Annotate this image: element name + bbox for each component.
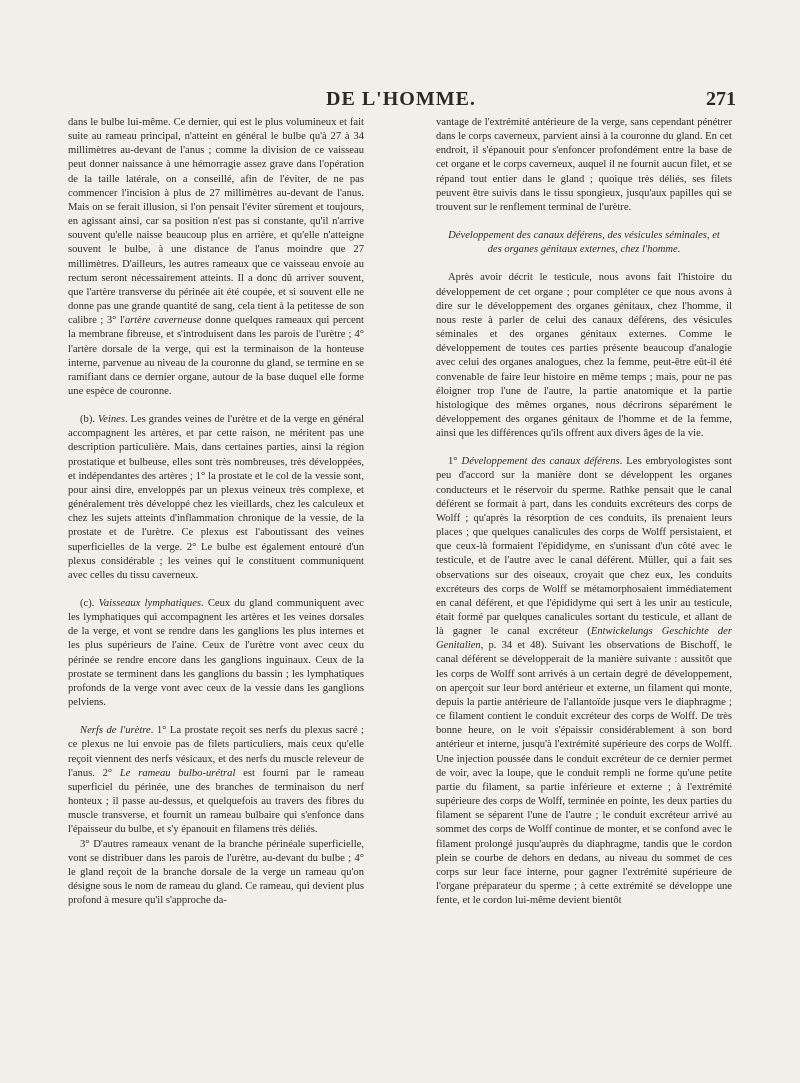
paragraph-arteries-end xyxy=(68,116,364,399)
running-head xyxy=(66,84,736,114)
text-run: donne quelques rameaux qui percent la membrane fibreuse, et s'introduisent dans les parois de l'urètre ; 4° l'artère dorsale de la verge, qui est la terminaison de la honteuse interne, parvenue au niveau de la couronne du gland, se termine en se ramifiant dans ce dernier organe, autour de la base duquel elle forme une espèce de couronne. xyxy=(68,315,365,397)
italic-term: artère caverneuse xyxy=(124,315,202,327)
text-run: 1° xyxy=(448,456,462,468)
italic-term: Le rameau bulbo-urétral xyxy=(119,767,236,779)
left-column xyxy=(68,116,364,908)
text-run: (c). xyxy=(80,598,99,609)
right-column xyxy=(436,116,732,908)
page-title: DE L'HOMME. xyxy=(326,88,476,110)
italic-term: Vaisseaux lymphatiques xyxy=(98,598,202,609)
paragraph-nerfs-cont: 3° D'autres rameaux venant de la branche périnéale superficielle, vont se distribuer dans les parois de l'urètre, au-devant du bulbe ; 4° le gland reçoit de la branche dorsale de la verge un rameau qu'on désigne sous le nom de rameau du gland. Ce rameau, qui devient plus profond à mesure qu'il s'approche da- xyxy=(68,838,364,907)
text-run: . 1° La prostate reçoit ses nerfs du plexus sacré ; ce plexus ne lui envoie pas de filets particuliers, mais ceux qu'elle reçoit viennent des nerfs vésicaux, et des nerfs du muscle releveur de l'anus. 2° xyxy=(68,725,364,779)
paragraph-canaux-deferens xyxy=(436,455,732,908)
italic-term: Veines xyxy=(97,414,125,426)
text-run: dans le bulbe lui-même. Ce dernier, qui est le plus volumineux et fait suite au rameau principal, n'atteint en général le bulbe qu'à 27 à 34 millimètres au-devant de l'anus ; comme la division de ce vaisseau peut donner naissance à une hémorragie assez grave dans l'opération de la taille latérale, on a conseillé, afin de l'éviter, de ne pas commencer l'incision à plus de 27 millimètres au-devant de l'anus. Mais on se ferait illusion, si l'on pensait l'éviter sûrement et toujours, en agissant ainsi, car sa position n'est pas si constante, qu'il n'arrive souvent qu'elle naisse beaucoup plus en arrière, et qu'elle n'atteigne souvent le bulbe, à une distance de l'anus moindre que 27 millimètres. D'ailleurs, les autres rameaux que ce vaisseau envoie au rectum seront nécessairement atteints. Il a donc dû arriver souvent, que l'artère transverse du périnée ait été coupée, et si souvent elle ne donne pas une grande quantité de sang, cela tient à la petitesse de son calibre ; 3° l' xyxy=(68,117,364,327)
text-run: (b). xyxy=(80,414,98,426)
paragraph-gland-end: vantage de l'extrémité antérieure de la verge, sans cependant pénétrer dans le corps caverneux, parvient ainsi à la couronne du gland. En cet endroit, il s'épanouit pour s'enfoncer profondément entre la base de cet organe et le corps caverneux, auquel il ne fournit aucun filet, et se répand tout entier dans le gland ; quoique très déliés, ses filets peuvent être suivis dans le tissu spongieux, jusqu'aux papilles qui se trouvent sur le renflement terminal de l'urètre. xyxy=(436,117,732,213)
italic-term: Développement des canaux déférens xyxy=(461,456,620,468)
text-run: , p. 34 et 48). Suivant les observations de Bischoff, le canal déférent se développerait de la manière suivante : aussitôt que les corps de Wolff sont arrivés à un certain degré de développement, on aperçoit sur leur bord antérieur et externe, un filament qui monte, depuis la partie antérieure de l'allantoïde jusque vers le diaphragme ; ce filament contient le conduit excréteur des corps de Wolff. De très bonne heure, on le voit s'épaissir considérablement à son bord antérieur et interne, jusqu'à l'extrémité supérieure des corps de Wolff. Une injection poussée dans le conduit excréteur de ce dernier permet de voir, avec la loupe, que le conduit rempli ne forme qu'une petite partie du filament, sa partie inférieure et externe ; à l'extrémité supérieure des corps de Wolff, terminée en pointe, les deux parties du filament se séparent l'une de l'autre ; le conduit excréteur arrivé au sommet des corps de Wolff continue de monter, et se confond avec le filament prolongé jusqu'auprès du diaphragme, tandis que le cordon plein se courbe de dehors en dedans, au niveau du sommet de ces corps sur leur face interne, pour gagner l'extrémité supérieure de l'organe préparateur du sperme ; à cette extrémité se développe une fente, et le cordon lui-même devient bientôt xyxy=(436,640,732,907)
paragraph-nerfs xyxy=(68,724,364,837)
section-heading: Développement des canaux déférens, des vésicules séminales, et des organes génitaux externes, chez l'homme. xyxy=(448,230,720,256)
text-run: est fourni par le rameau superficiel du périnée, une des branches de terminaison du nerf honteux ; il passe au-dessus, et quelquefois au travers des fibres du muscle transverse, et fournit un rameau bulbaire qui s'enfonce dans l'épaisseur du bulbe, et s'y épanouit en filamens très déliés. xyxy=(68,767,365,836)
page-number: 271 xyxy=(706,88,736,110)
paragraph-lymphatiques xyxy=(68,597,364,710)
italic-term: Nerfs de l'urètre xyxy=(80,725,151,737)
text-run: . Les grandes veines de l'urètre et de la verge en général accompagnent les artères, et par cette raison, ne méritent pas une description particulière. Mais, dans certaines parties, ainsi la région prostatique et bulbeuse, elles sont très nombreuses, très développées, et indépendantes des artères ; 1° la prostate et le col de la vessie sont, pour ainsi dire, enveloppés par un plexus veineux très complexe, et généralement très développé chez les vieillards, chez les calculeux et chez les sujets atteints d'inflammation chronique de la vessie, de la prostate et de l'urètre. Ce plexus est l'aboutissant des veines superficielles de la verge. 2° Le bulbe est également entouré d'un plexus considérable ; les veines qui le constituent communiquent avec celles du tissu caverneux. xyxy=(68,414,364,581)
text-run: . Ceux du gland communiquent avec les lymphatiques qui accompagnent les artères et les veines dorsales de la verge, et vont se rendre dans les ganglions les plus internes et les plus supérieurs de l'aine. Ceux de l'urètre vont avec ceux du périnée se rendre encore dans les ganglions inguinaux. Ceux de la prostate se terminent dans les ganglions du bassin ; les lymphatiques profonds de la verge vont avec ceux de la vessie dans les ganglions pelviens. xyxy=(68,598,365,709)
paragraph-intro: Après avoir décrit le testicule, nous avons fait l'histoire du développement de cet organe ; pour compléter ce que nous avons à dire sur le développement des organes génitaux, chez l'homme, il nous reste à parler de celui des canaux déférens, des vésicules séminales et des organes génitaux externes. Comme le développement de toutes ces parties présente beaucoup d'analogie avec celui des organes analogues, chez la femme, peut-être eût-il été convenable de faire leur histoire en même temps ; mais, pour ne pas éloigner trop l'une de l'autre, la partie anatomique et la partie histologique des mêmes organes, nous décrirons séparément le développement des organes génitaux de l'homme et de la femme, ainsi que les différences qu'ils offrent aux divers âges de la vie. xyxy=(436,272,732,440)
italic-title: Entwickelungs Geschichte der Genitalien xyxy=(436,626,732,652)
text-run: . Les embryologistes sont peu d'accord sur la manière dont se développent les organes conducteurs et le réservoir du sperme. Rathke pensait que le canal déférent se formait à part, dans les conduits excréteurs des corps de Wolff ; qu'après la résorption de ces conduits, ils prenaient leurs places ; que quelques canalicules des corps de Wolff persistaient, et que ceux-là formaient l'épididyme, en s'unissant d'un côté avec le testicule, et de l'autre avec le canal déférent. Müller, qui a fait ses observations sur des oiseaux, croyait que chez eux, les conduits excréteurs des corps de Wolff se métamorphosaient immédiatement en canal déférent, et que l'épididyme qui sert à les unir au testicule, était formé par quelques canalicules sortant du testicule, et allant de là gagner le canal excréteur ( xyxy=(436,456,733,638)
paragraph-veines xyxy=(68,413,364,583)
